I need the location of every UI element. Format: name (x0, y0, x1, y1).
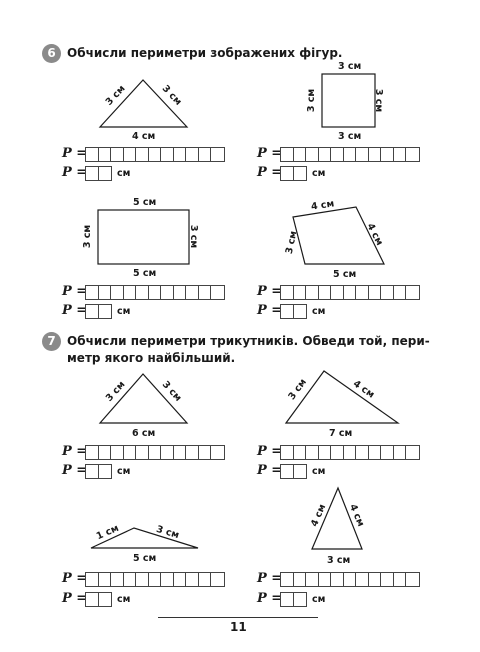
unit-label: см (117, 594, 131, 605)
tri3-left-label: 3 см (286, 376, 309, 403)
p-label: P = (62, 571, 88, 586)
sum-answer-grid[interactable] (85, 445, 225, 460)
p-label: P = (62, 444, 88, 459)
result-answer-grid[interactable] (280, 166, 307, 181)
tri2-right-label: 3 см (159, 379, 184, 404)
p-label: P = (62, 303, 88, 318)
sum-answer-grid[interactable] (85, 285, 225, 300)
square-top-label: 3 см (338, 61, 362, 72)
p-label: P = (257, 571, 283, 586)
p-label: P = (62, 146, 88, 161)
tri4-left-label: 1 см (94, 522, 121, 543)
result-answer-grid[interactable] (280, 464, 307, 479)
sum-answer-grid[interactable] (280, 445, 420, 460)
tri2-left-label: 3 см (103, 379, 128, 404)
square-left-label: 3 см (306, 88, 318, 113)
unit-label: см (117, 466, 131, 477)
p-label: P = (257, 303, 283, 318)
square-right-label: 3 см (373, 88, 385, 113)
tri1-bottom-label: 4 см (132, 131, 156, 142)
tri1-left-label: 3 см (103, 83, 128, 108)
p-label: P = (257, 165, 283, 180)
unit-label: см (312, 168, 326, 179)
rect-right-label: 3 см (188, 224, 200, 249)
tri1-right-label: 3 см (159, 83, 184, 108)
p-label: P = (62, 284, 88, 299)
quad-right-label: 4 см (364, 221, 385, 248)
tri2-bottom-label: 6 см (132, 428, 156, 439)
task-6-number: 6 (42, 44, 61, 63)
result-answer-grid[interactable] (85, 304, 112, 319)
rect-bottom-label: 5 см (133, 268, 157, 279)
tri5-right-label: 4 см (347, 502, 367, 529)
tri3-right-label: 4 см (350, 378, 377, 401)
page-number: 11 (230, 620, 247, 634)
unit-label: см (312, 306, 326, 317)
rect-left-label: 3 см (82, 224, 94, 249)
result-answer-grid[interactable] (85, 166, 112, 181)
unit-label: см (117, 306, 131, 317)
rect-top-label: 5 см (133, 197, 157, 208)
task-6-text: Обчисли периметри зображених фігур. (67, 46, 343, 60)
task-7-text-line-1: Обчисли периметри трикутників. Обведи той, пери- (67, 334, 430, 348)
unit-label: см (117, 168, 131, 179)
unit-label: см (312, 466, 326, 477)
sum-answer-grid[interactable] (280, 147, 420, 162)
result-answer-grid[interactable] (280, 592, 307, 607)
quad-top-label: 4 см (310, 198, 335, 213)
rectangle-shape (98, 210, 189, 264)
p-label: P = (62, 463, 88, 478)
p-label: P = (257, 284, 283, 299)
quad-left-label: 3 см (283, 229, 300, 256)
sum-answer-grid[interactable] (85, 147, 225, 162)
tri4-bottom-label: 5 см (133, 553, 157, 564)
sum-answer-grid[interactable] (85, 572, 225, 587)
p-label: P = (62, 165, 88, 180)
tri5-bottom-label: 3 см (327, 555, 351, 566)
result-answer-grid[interactable] (85, 464, 112, 479)
tri5-left-label: 4 см (309, 502, 329, 529)
tri3-bottom-label: 7 см (329, 428, 353, 439)
sum-answer-grid[interactable] (280, 572, 420, 587)
result-answer-grid[interactable] (85, 592, 112, 607)
p-label: P = (257, 146, 283, 161)
footer-rule (158, 617, 318, 618)
sum-answer-grid[interactable] (280, 285, 420, 300)
unit-label: см (312, 594, 326, 605)
task-7-number: 7 (42, 332, 61, 351)
task-7-text-line-2: метр якого найбільший. (67, 351, 236, 365)
p-label: P = (257, 591, 283, 606)
quad-bottom-label: 5 см (333, 269, 357, 280)
p-label: P = (257, 444, 283, 459)
p-label: P = (62, 591, 88, 606)
p-label: P = (257, 463, 283, 478)
square-bottom-label: 3 см (338, 131, 362, 142)
tri4-right-label: 3 см (154, 523, 181, 542)
result-answer-grid[interactable] (280, 304, 307, 319)
square-shape (322, 74, 375, 127)
